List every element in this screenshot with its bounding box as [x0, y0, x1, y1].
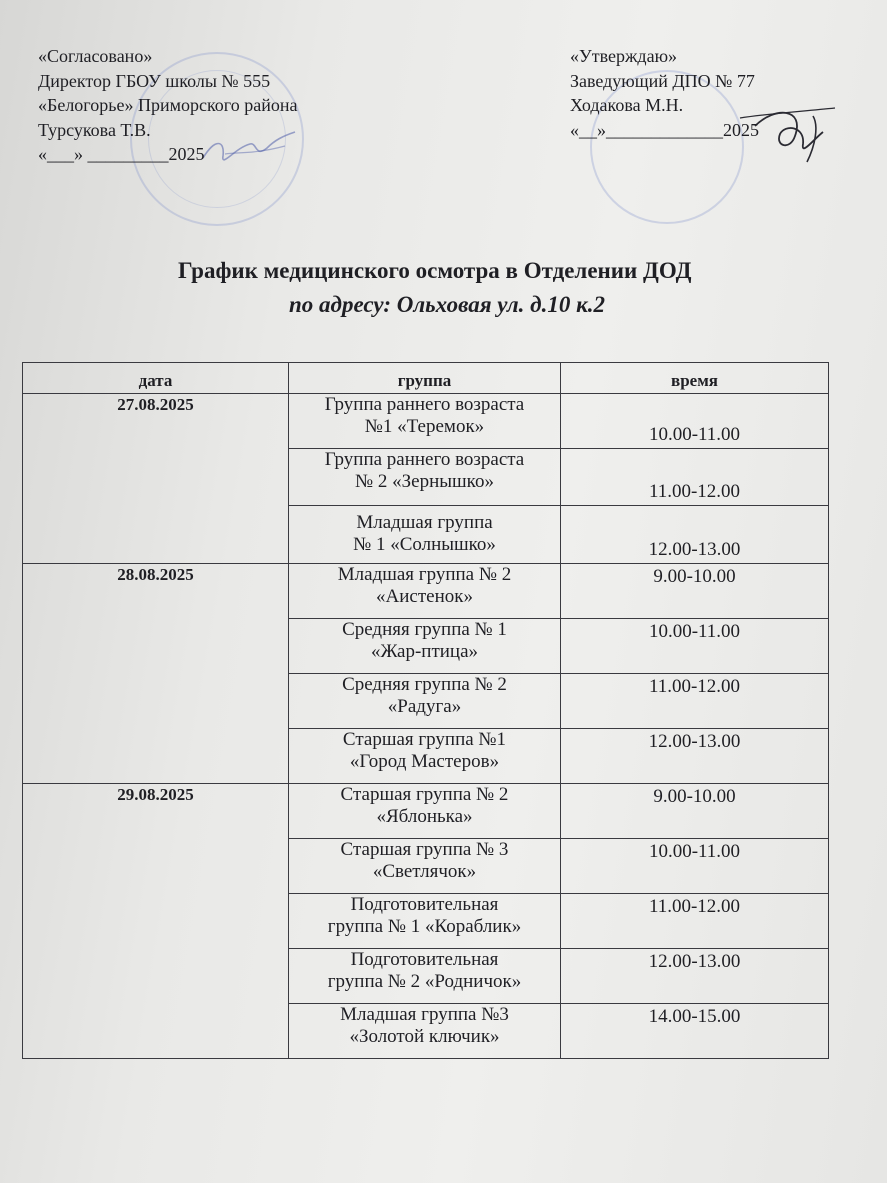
- document-subtitle: по адресу: Ольховая ул. д.10 к.2: [289, 292, 606, 317]
- group-line: Подготовительная: [350, 894, 499, 915]
- group-cell: [289, 506, 561, 564]
- time-cell: 9.00-10.00: [561, 784, 829, 839]
- group-line: Средняя группа № 2: [342, 674, 507, 695]
- group-line: «Жар-птица»: [370, 641, 479, 662]
- date-cell: 28.08.2025: [23, 564, 289, 784]
- group-line: Старшая группа № 2: [340, 784, 509, 805]
- approval-left-line5: «___» _________2025: [38, 144, 205, 164]
- group-line: Младшая группа №3: [340, 1004, 509, 1025]
- time-cell: 10.00-11.00: [561, 839, 829, 894]
- approval-left-line1: «Согласовано»: [38, 46, 153, 66]
- table-row: [23, 784, 829, 839]
- group-line: Старшая группа №1: [342, 729, 507, 750]
- group-line: «Золотой ключик»: [349, 1026, 500, 1047]
- approval-left-line2: Директор ГБОУ школы № 555: [38, 70, 271, 91]
- date-cell: 29.08.2025: [23, 784, 289, 1059]
- table-row: [23, 564, 829, 619]
- group-cell: [289, 894, 561, 949]
- group-line: Подготовительная: [350, 949, 499, 970]
- group-line: №1 «Теремок»: [364, 416, 485, 437]
- time-cell: 12.00-13.00: [561, 506, 829, 564]
- time-cell: 11.00-12.00: [561, 674, 829, 729]
- header-group: группа: [289, 363, 561, 394]
- group-cell: [289, 619, 561, 674]
- time-cell: 12.00-13.00: [561, 949, 829, 1004]
- document-title: График медицинского осмотра в Отделении ДОД: [178, 258, 692, 283]
- time-cell: 10.00-11.00: [561, 619, 829, 674]
- group-line: № 2 «Зернышко»: [355, 471, 494, 492]
- approval-left-line3: «Белогорье» Приморского района: [38, 95, 298, 115]
- group-line: «Яблонька»: [376, 806, 473, 827]
- group-line: Группа раннего возраста: [324, 449, 525, 470]
- header-time: время: [561, 363, 829, 394]
- date-cell: 27.08.2025: [23, 394, 289, 564]
- time-cell: 9.00-10.00: [561, 564, 829, 619]
- group-line: № 1 «Солнышко»: [353, 534, 496, 555]
- group-cell: [289, 1004, 561, 1059]
- group-cell: [289, 449, 561, 506]
- group-line: Младшая группа: [356, 512, 493, 533]
- group-line: Группа раннего возраста: [324, 394, 525, 415]
- table-header-row: [23, 363, 829, 394]
- group-cell: [289, 564, 561, 619]
- group-line: Старшая группа № 3: [340, 839, 509, 860]
- time-cell: 10.00-11.00: [561, 394, 829, 449]
- approval-right-line4: «__»_____________2025: [570, 119, 759, 140]
- approval-right-line3: Ходакова М.Н.: [570, 95, 684, 115]
- group-line: «Радуга»: [387, 696, 462, 717]
- group-line: группа № 1 «Кораблик»: [327, 916, 522, 937]
- header-date: дата: [23, 363, 289, 394]
- group-line: группа № 2 «Родничок»: [327, 971, 522, 992]
- group-cell: [289, 729, 561, 784]
- table-row: [23, 394, 829, 449]
- group-cell: [289, 949, 561, 1004]
- approval-right-line2: Заведующий ДПО № 77: [570, 70, 755, 91]
- group-cell: [289, 839, 561, 894]
- time-cell: 14.00-15.00: [561, 1004, 829, 1059]
- approval-right-line1: «Утверждаю»: [570, 46, 678, 66]
- group-line: «Светлячок»: [372, 861, 477, 882]
- group-line: Средняя группа № 1: [342, 619, 507, 640]
- group-line: Младшая группа № 2: [337, 564, 512, 585]
- approval-block-right: [570, 44, 759, 142]
- approval-block-left: [38, 44, 297, 167]
- group-line: «Аистенок»: [376, 586, 473, 607]
- group-cell: [289, 784, 561, 839]
- group-cell: [289, 674, 561, 729]
- schedule-table: [22, 362, 829, 1059]
- group-cell: [289, 394, 561, 449]
- time-cell: 12.00-13.00: [561, 729, 829, 784]
- group-line: «Город Мастеров»: [349, 751, 500, 772]
- time-cell: 11.00-12.00: [561, 449, 829, 506]
- time-cell: 11.00-12.00: [561, 894, 829, 949]
- approval-left-line4: Турсукова Т.В.: [38, 119, 151, 140]
